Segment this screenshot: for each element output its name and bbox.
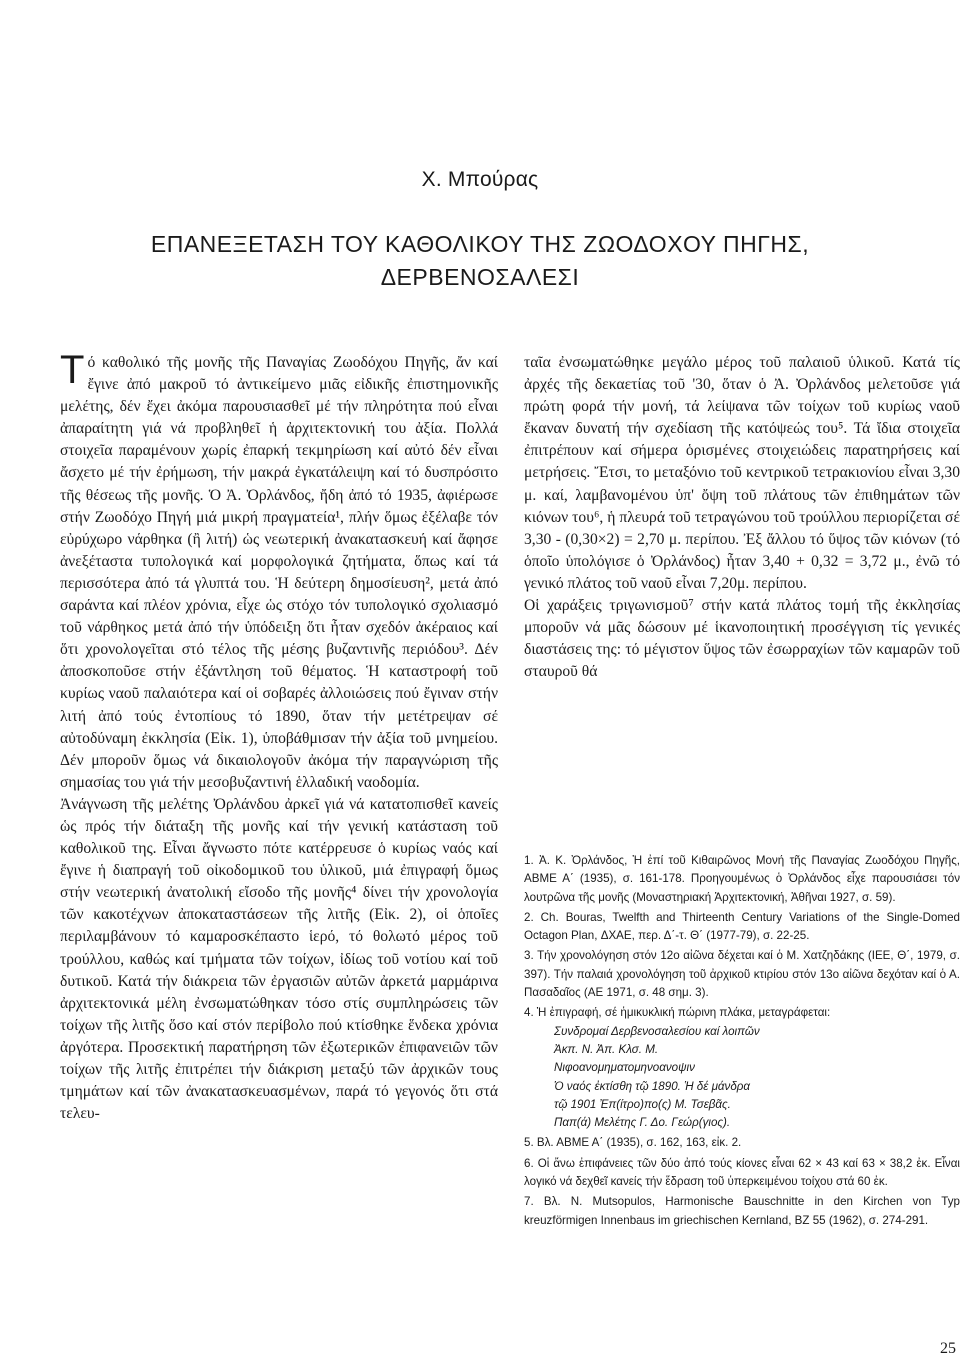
drop-cap: Τ	[60, 348, 85, 392]
inscription-line: τῷ 1901 Ἐπ(ίτρο)πο(ς) Μ. Τσεβᾶς.	[554, 1097, 731, 1111]
inscription-line: Ἀκπ. Ν. Ἀπ. Κλσ. Μ.	[554, 1042, 659, 1056]
footnote-4	[524, 1004, 960, 1132]
right-column	[524, 352, 960, 683]
inscription-line: Συνδρομαί Δερβενοσαλεσίου καί λοιπῶν	[554, 1024, 760, 1038]
left-column	[60, 348, 498, 1125]
footnote-5: 5. Βλ. ΑΒΜΕ Α΄ (1935), σ. 162, 163, εἰκ. 2.	[524, 1136, 742, 1150]
paragraph-2: Ἀνάγνωση τῆς μελέτης Ὀρλάνδου ἀρκεῖ γιά νά κατατοπισθεῖ κανείς ὡς πρός τήν διάταξη τῆς μονῆς καί τήν γενική κατάσταση τοῦ καθολικοῦ της. Εἶναι ἄγνωστο πότε κατέρρευσε ὁ κυρίως ναός καί ἔγινε ἡ διαπραγή τοῦ οἰκοδομικοῦ του ὑλικοῦ, μιά ἐπιγραφή ὅμως στήν νεωτερική ἀνατολική εἴσοδο τῆς μονῆς⁴ δίνει τήν χρονολογία τῶν κακοτέχνων ἀποκαταστάσεων τῆς λιτῆς (Εἰκ. 2), οἱ ὁποῖες περιλαμβάνουν τό καμαροσκέπαστο ἱερό, τό θολωτό μέρος τοῦ τρούλλου, καθώς καί τμήματα τῶν τοίχων, ἰδίως τοῦ νοτίου καί τοῦ δυτικοῦ. Κατά τήν διάκρεια τῶν ἐργασιῶν αὐτῶν ἀρκετά μαρμάρινα ἀρχιτεκτονικά μέλη ἐνσωματώθηκαν τόσο στίς συμπληρώσεις τῶν τοίχων τῆς λιτῆς ὅσο καί στόν περίβολο πού κτίσθηκε ἕνδεκα χρόνια ἀργότερα. Προσεκτική παρατήρηση τῶν ἐξωτερικῶν ἐπιφανειῶν τῶν τοίχων τῆς λιτῆς ἐπιτρέπει τήν διάκριση μεταξύ τῶν ἀρχικῶν τους τμημάτων καί τῶν ἀνακατασκευασμένων, παρά τό γεγονός ὅτι στά τελευ-	[60, 795, 498, 1123]
paragraph-1-text: ό καθολικό τῆς μονῆς τῆς Παναγίας Ζωοδόχου Πηγῆς, ἄν καί ἔγινε ἀπό μακροῦ τό ἀντικείμενο μιᾶς εἰδικῆς ἐπιστημονικῆς μελέτης, δέν ἔχει ἀκόμα παρουσιασθεῖ μέ τήν πληρότητα πού εἶναι ἀπαραίτητη γιά νά προβληθεῖ ἡ ἀρχιτεκτονική του ἀξία. Πολλά στοιχεῖα παραμένουν χωρίς ἐπαρκή τεκμηρίωση καί αὐτό δέν εἶναι ἄσχετο μέ τήν ἐρήμωση, τήν μακρά ἐγκατάλειψη καί τό δυσπρόσιτο τῆς θέσεως τῆς μονῆς. Ὁ Ἀ. Ὀρλάνδος, ἤδη ἀπό τό 1935, ἀφιέρωσε στήν Ζωοδόχο Πηγή μιά μικρή πραγματεία¹, πλήν ὅμως ἐξέλαβε τόν εὐρύχωρο νάρθηκα (ἢ λιτή) ὡς νεωτερική ἀνακατασκευή καί ἄφησε ἀνεξέταστα τυπολογικά καί μορφολογικά ζητήματα, ὅπως καί τά περισσότερα ἀπό τά γλυπτά του. Ἡ δεύτερη δημοσίευση², μετά ἀπό σαράντα καί πλέον χρόνια, εἶχε ὡς στόχο τόν τυπολογικό σχολιασμό τοῦ νάρθηκος μετά ἀπό τήν ὑπόδειξη ὅτι ἦταν σχεδόν ἀκέραιος καί ὅτι χρονολογεῖται στό τέλος τῆς μέσης βυζαντινῆς περιόδου³. Δέν ἀποσκοποῦσε στήν ἐξάντληση τοῦ θέματος. Ἡ καταστροφή τοῦ κυρίως ναοῦ παλαιότερα καί οἱ σοβαρές ἀλλοιώσεις πού ἔγιναν στήν λιτή ἀπό τούς ἐντοπίους τό 1890, ὅταν τήν μετέτρεψαν σέ αὐτοδύναμη ἐκκλησία (Εἰκ. 1), ὑποβάθμισαν τήν ἀξία τοῦ μνημείου. Δέν μποροῦν ὅμως νά δικαιολογοῦν ἀκόμα τήν παραγνώριση τῆς σημασίας του γιά τήν μεσοβυζαντινή ἑλλαδική ναοδομία.	[60, 354, 498, 791]
inscription-line: Παπ(ά) Μελέτης Γ. Δο. Γεώρ(γιος).	[554, 1116, 731, 1130]
inscription-line: Νιφοανομηματομηνοανοψιν	[554, 1061, 695, 1075]
footnote-2: 2. Ch. Bouras, Twelfth and Thirteenth Century Variations of the Single-Domed Octagon Plan, ΔΧΑΕ, περ. Δ΄-τ. Θ΄ (1977-79), σ. 22-25.	[524, 910, 960, 943]
page-number: 25	[940, 1340, 956, 1357]
title-line-2: ΔΕΡΒΕΝΟΣΑΛΕΣΙ	[380, 264, 580, 290]
footnote-6: 6. Οἱ ἄνω ἐπιφάνειες τῶν δύο ἀπό τούς κίονες εἶναι 62 × 43 καί 63 × 38,2 ἐκ. Εἶναι λογικό νά δεχθεῖ κανείς τήν ἕδραση τοῦ ὑπερκειμένου τοίχου στά 60 ἐκ.	[524, 1156, 960, 1189]
author-name: Χ. Μπούρας	[421, 168, 539, 191]
inscription-line: Ὁ ναός ἐκτίσθη τῷ 1890. Ἡ δέ μάνδρα	[554, 1079, 751, 1093]
paragraph-4: Οἱ χαράξεις τριγωνισμοῦ⁷ στήν κατά πλάτος τομή τῆς ἐκκλησίας μποροῦν νά μᾶς δώσουν μέ ἱκανοποιητική προσέγγιση τίς γενικές διαστάσεις της: τό μέγιστον ὕψος τῶν ἐσωρραχίων τῶν καμαρῶν τοῦ σταυροῦ θά	[524, 597, 960, 681]
paragraph-3: ταῖα ἐνσωματώθηκε μεγάλο μέρος τοῦ παλαιοῦ ὑλικοῦ. Κατά τίς ἀρχές τῆς δεκαετίας τοῦ '30, ὅταν ὁ Ἀ. Ὀρλάνδος μελετοῦσε γιά πρώτη φορά τήν μονή, τά λείψανα τῶν τοίχων τοῦ κυρίως ναοῦ ἔκαναν δυνατή τήν σχεδίαση τῆς κατόψεώς του⁵. Τά ἴδια στοιχεῖα ἐπιτρέπουν καί σήμερα ὁρισμένες στοιχειώδεις παρατηρήσεις καί μετρήσεις. Ἔτσι, το μεταξόνιο τοῦ κεντρικοῦ τετρακιονίου εἶναι 3,30 μ. καί, λαμβανομένου ὑπ' ὄψη τοῦ πλάτους τῶν ἐπιθημάτων τῶν κιόνων του⁶, ἡ πλευρά τοῦ τετραγώνου τοῦ τρούλλου περιορίζεται σέ 3,30 - (0,30×2) = 2,70 μ. περίπου. Ἐξ ἄλλου τό ὕψος τῶν κιόνων (τό ὁποῖο ὑπολόγισε ὁ Ὀρλάνδος) ἦταν 3,40 + 0,32 = 3,72 μ., ἐνῶ τό γενικό πλάτος τοῦ ναοῦ εἶναι 7,20μ. περίπου.	[524, 354, 960, 592]
footnotes	[524, 852, 960, 1232]
paragraph-1	[60, 348, 498, 794]
footnote-4-text: 4. Ἡ ἐπιγραφή, σέ ἡμικυκλική πώρινη πλάκα, μεταγράφεται:	[524, 1006, 831, 1020]
footnote-7: 7. Βλ. Ν. Mutsopulos, Harmonische Bauschnitte in den Kirchen von Typ kreuzförmigen Innenbaus im griechischen Kernland, BZ 55 (1962), σ. 274-291.	[524, 1195, 960, 1227]
footnote-3: 3. Τήν χρονολόγηση στόν 12ο αἰῶνα δέχεται καί ὁ Μ. Χατζηδάκης (ΙΕΕ, Θ΄, 1979, σ. 397). Τήν παλαιά χρονολόγηση τοῦ ἀρχικοῦ κτιρίου στόν 13ο αἰῶνα δεχόταν καί ὁ Α. Πασαδαῖος (ΑΕ 1971, σ. 48 σημ. 3).	[524, 949, 960, 1000]
footnote-1: 1. Ἀ. Κ. Ὀρλάνδος, Ἡ ἐπί τοῦ Κιθαιρῶνος Μονή τῆς Παναγίας Ζωοδόχου Πηγῆς, ΑΒΜΕ Α΄ (1935), σ. 161-178. Προηγουμένως ὁ Ὀρλάνδος εἶχε παρουσιάσει τόν λουτρῶνα τῆς μονῆς (Μοναστηριακή Ἀρχιτεκτονική, Ἀθῆναι 1927, σ. 59).	[524, 854, 960, 904]
title-line-1: ΕΠΑΝΕΞΕΤΑΣΗ ΤΟΥ ΚΑΘΟΛΙΚΟΥ ΤΗΣ ΖΩΟΔΟΧΟΥ ΠΗΓΗΣ,	[150, 231, 810, 257]
article-title	[60, 228, 900, 294]
